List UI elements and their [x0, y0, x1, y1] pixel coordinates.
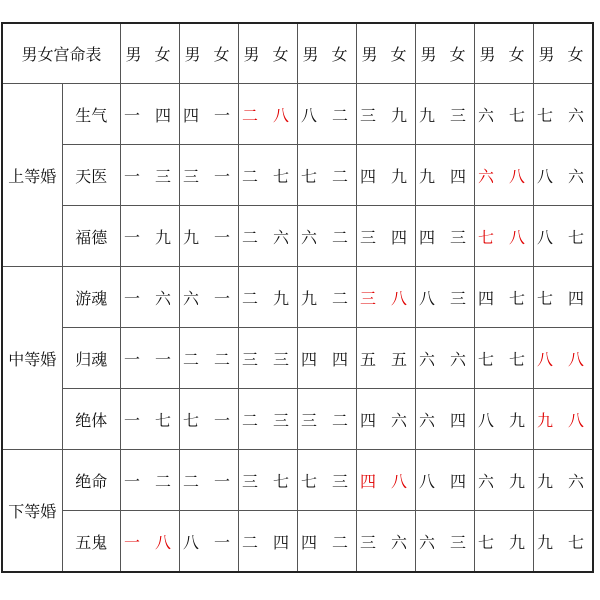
- column-header: 男 女: [121, 23, 180, 84]
- pairing-cell: 一 一: [121, 328, 180, 389]
- pairing-cell: 六 七: [475, 84, 534, 145]
- pairing-cell: 六 四: [416, 389, 475, 450]
- pairing-cell: 六 三: [416, 511, 475, 573]
- pairing-cell: 八 二: [298, 84, 357, 145]
- pairing-cell: 九 四: [416, 145, 475, 206]
- pairing-cell-highlighted: 四 八: [357, 450, 416, 511]
- column-header: 男 女: [534, 23, 594, 84]
- palace-name: 游魂: [62, 267, 121, 328]
- pairing-cell: 九 二: [298, 267, 357, 328]
- marriage-grade-label: 中等婚: [2, 267, 62, 450]
- pairing-cell: 九 一: [180, 206, 239, 267]
- pairing-cell-highlighted: 八 八: [534, 328, 594, 389]
- pairing-cell: 九 七: [534, 511, 594, 573]
- pairing-cell: 二 一: [180, 450, 239, 511]
- table-row: [2, 450, 593, 511]
- pairing-cell: 四 一: [180, 84, 239, 145]
- pairing-cell: 一 七: [121, 389, 180, 450]
- pairing-cell: 二 七: [239, 145, 298, 206]
- pairing-cell-highlighted: 六 八: [475, 145, 534, 206]
- pairing-cell: 二 二: [180, 328, 239, 389]
- pairing-cell: 二 三: [239, 389, 298, 450]
- marriage-grade-label: 上等婚: [2, 84, 62, 267]
- pairing-cell: 八 四: [416, 450, 475, 511]
- table-row: [2, 145, 593, 206]
- palace-name: 福德: [62, 206, 121, 267]
- pairing-cell: 一 九: [121, 206, 180, 267]
- pairing-cell: 三 七: [239, 450, 298, 511]
- column-header: 男 女: [298, 23, 357, 84]
- pairing-cell: 四 九: [357, 145, 416, 206]
- column-header: 男 女: [180, 23, 239, 84]
- pairing-cell-highlighted: 七 八: [475, 206, 534, 267]
- column-header: 男 女: [239, 23, 298, 84]
- table-row: [2, 328, 593, 389]
- header-row: [2, 23, 593, 84]
- pairing-cell: 八 六: [534, 145, 594, 206]
- pairing-cell: 六 六: [416, 328, 475, 389]
- pairing-cell: 一 二: [121, 450, 180, 511]
- pairing-cell: 三 四: [357, 206, 416, 267]
- pairing-cell: 七 一: [180, 389, 239, 450]
- pairing-cell: 七 四: [534, 267, 594, 328]
- pairing-cell: 六 一: [180, 267, 239, 328]
- pairing-cell: 一 四: [121, 84, 180, 145]
- pairing-cell-highlighted: 一 八: [121, 511, 180, 573]
- pairing-cell: 七 六: [534, 84, 594, 145]
- pairing-cell: 七 二: [298, 145, 357, 206]
- pairing-cell: 三 六: [357, 511, 416, 573]
- palace-name: 归魂: [62, 328, 121, 389]
- pairing-cell: 七 九: [475, 511, 534, 573]
- pairing-cell: 四 三: [416, 206, 475, 267]
- column-header: 男 女: [357, 23, 416, 84]
- pairing-cell: 三 九: [357, 84, 416, 145]
- marriage-grade-label: 下等婚: [2, 450, 62, 573]
- pairing-cell: 四 二: [298, 511, 357, 573]
- table-row: [2, 267, 593, 328]
- pairing-cell: 九 六: [534, 450, 594, 511]
- pairing-cell: 一 六: [121, 267, 180, 328]
- pairing-cell: 四 六: [357, 389, 416, 450]
- pairing-cell-highlighted: 三 八: [357, 267, 416, 328]
- palace-name: 生气: [62, 84, 121, 145]
- pairing-cell: 一 三: [121, 145, 180, 206]
- pairing-cell: 六 九: [475, 450, 534, 511]
- palace-name: 天医: [62, 145, 121, 206]
- pairing-cell: 八 一: [180, 511, 239, 573]
- pairing-cell: 二 六: [239, 206, 298, 267]
- table-row: [2, 511, 593, 573]
- pairing-cell: 二 九: [239, 267, 298, 328]
- pairing-cell: 三 三: [239, 328, 298, 389]
- pairing-cell-highlighted: 二 八: [239, 84, 298, 145]
- pairing-cell: 七 三: [298, 450, 357, 511]
- table-body: [2, 84, 593, 573]
- pairing-cell: 二 四: [239, 511, 298, 573]
- pairing-cell: 八 九: [475, 389, 534, 450]
- column-header: 男 女: [416, 23, 475, 84]
- table-row: [2, 389, 593, 450]
- pairing-cell: 八 七: [534, 206, 594, 267]
- pairing-cell: 八 三: [416, 267, 475, 328]
- palace-name: 五鬼: [62, 511, 121, 573]
- pairing-cell: 四 七: [475, 267, 534, 328]
- palace-name: 绝命: [62, 450, 121, 511]
- pairing-cell: 三 一: [180, 145, 239, 206]
- column-header: 男 女: [475, 23, 534, 84]
- pairing-cell: 五 五: [357, 328, 416, 389]
- table-row: [2, 84, 593, 145]
- pairing-cell: 四 四: [298, 328, 357, 389]
- pairing-cell-highlighted: 九 八: [534, 389, 594, 450]
- table-header: [2, 23, 593, 84]
- table-row: [2, 206, 593, 267]
- table-title: 男女宫命表: [2, 23, 121, 84]
- palace-name: 绝体: [62, 389, 121, 450]
- pairing-cell: 六 二: [298, 206, 357, 267]
- pairing-cell: 七 七: [475, 328, 534, 389]
- pairing-cell: 三 二: [298, 389, 357, 450]
- marriage-palace-table: [1, 22, 594, 573]
- pairing-cell: 九 三: [416, 84, 475, 145]
